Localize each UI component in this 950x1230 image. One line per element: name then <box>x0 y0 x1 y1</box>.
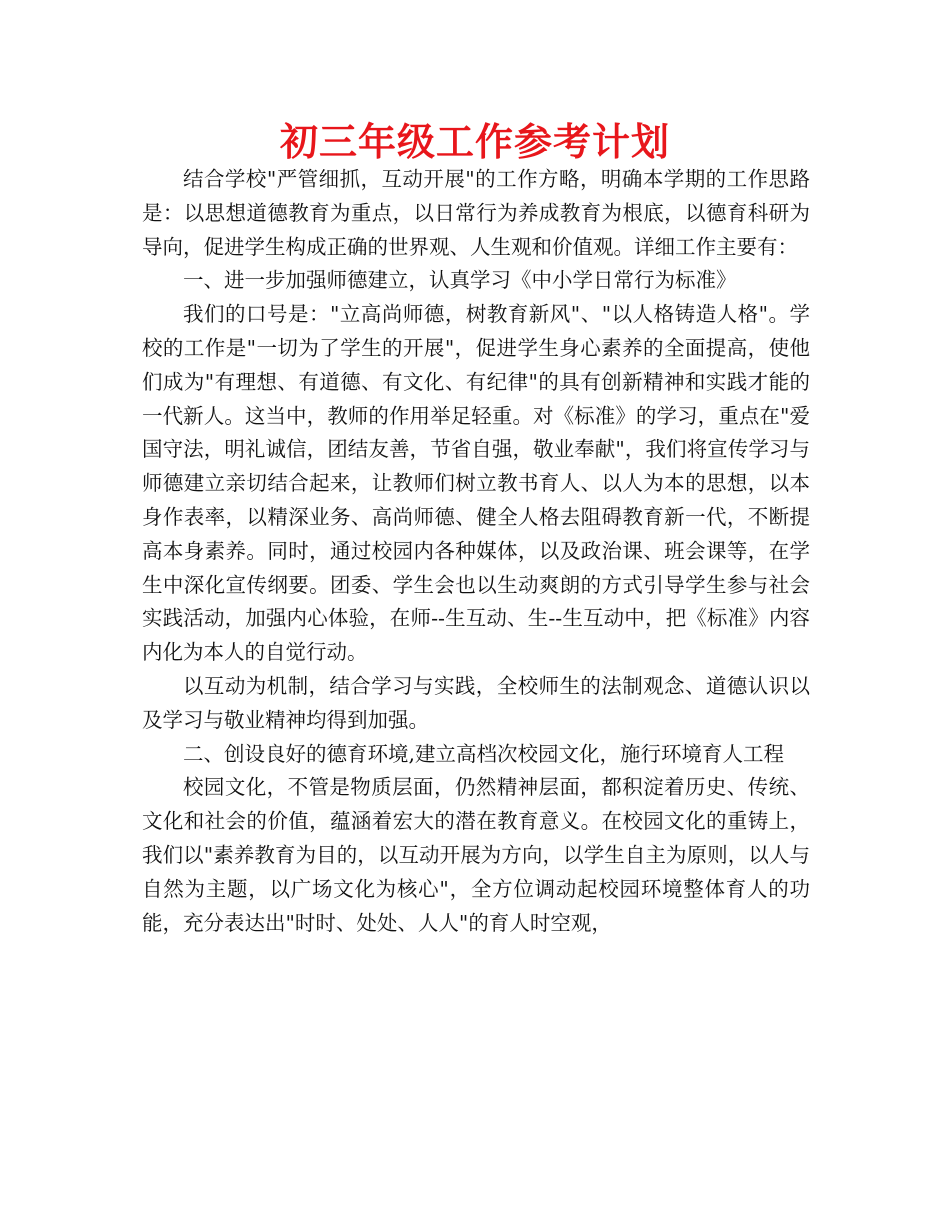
section-heading-1: 一、进一步加强师德建立，认真学习《中小学日常行为标准》 <box>183 268 737 293</box>
paragraph-section-1-body: 我们的口号是："立高尚师德，树教育新风"、"以人格铸造人格"。学校的工作是"一切为了学生的开展"，促进学生身心素养的全面提高，使他们成为"有理想、有道德、有文化、有纪律"的具有创新精神和实践才能的一代新人。这当中，教师的作用举足轻重。对《标准》的学习，重点在"爱国守法，明礼诚信，团结友善，节省自强，敬业奉献"，我们将宣传学习与师德建立亲切结合起来，让教师们树立教书育人、以人为本的思想，以本身作表率，以精深业务、高尚师德、健全人格去阻碍教育新一代，不断提高本身素养。同时，通过校园内各种媒体，以及政治课、班会课等，在学生中深化宣传纲要。团委、学生会也以生动爽朗的方式引导学生参与社会实践活动，加强内心体验，在师--生互动、生--生互动中，把《标准》内容内化为本人的自觉行动。 <box>142 302 810 665</box>
section-heading-2: 二、创设良好的德育环境,建立高档次校园文化，施行环境育人工程 <box>183 741 785 766</box>
document-title: 初三年级工作参考计划 <box>279 120 670 164</box>
paragraph-section-2-body: 校园文化，不管是物质层面，仍然精神层面，都积淀着历史、传统、文化和社会的价值，蕴涵着宏大的潜在教育意义。在校园文化的重铸上，我们以"素养教育为目的，以互动开展为方向，以学生自主为原则，以人与自然为主题，以广场文化为核心"，全方位调动起校园环境整体育人的功能，充分表达出"时时、处处、人人"的育人时空观， <box>142 775 810 935</box>
document-body <box>142 163 810 940</box>
paragraph-intro: 结合学校"严管细抓，互动开展"的工作方略，明确本学期的工作思路是：以思想道德教育为重点，以日常行为养成教育为根底，以德育科研为导向，促进学生构成正确的世界观、人生观和价值观。详细工作主要有： <box>142 167 810 259</box>
paragraph-section-1-summary: 以互动为机制，结合学习与实践，全校师生的法制观念、道德认识以及学习与敬业精神均得到加强。 <box>142 673 810 732</box>
